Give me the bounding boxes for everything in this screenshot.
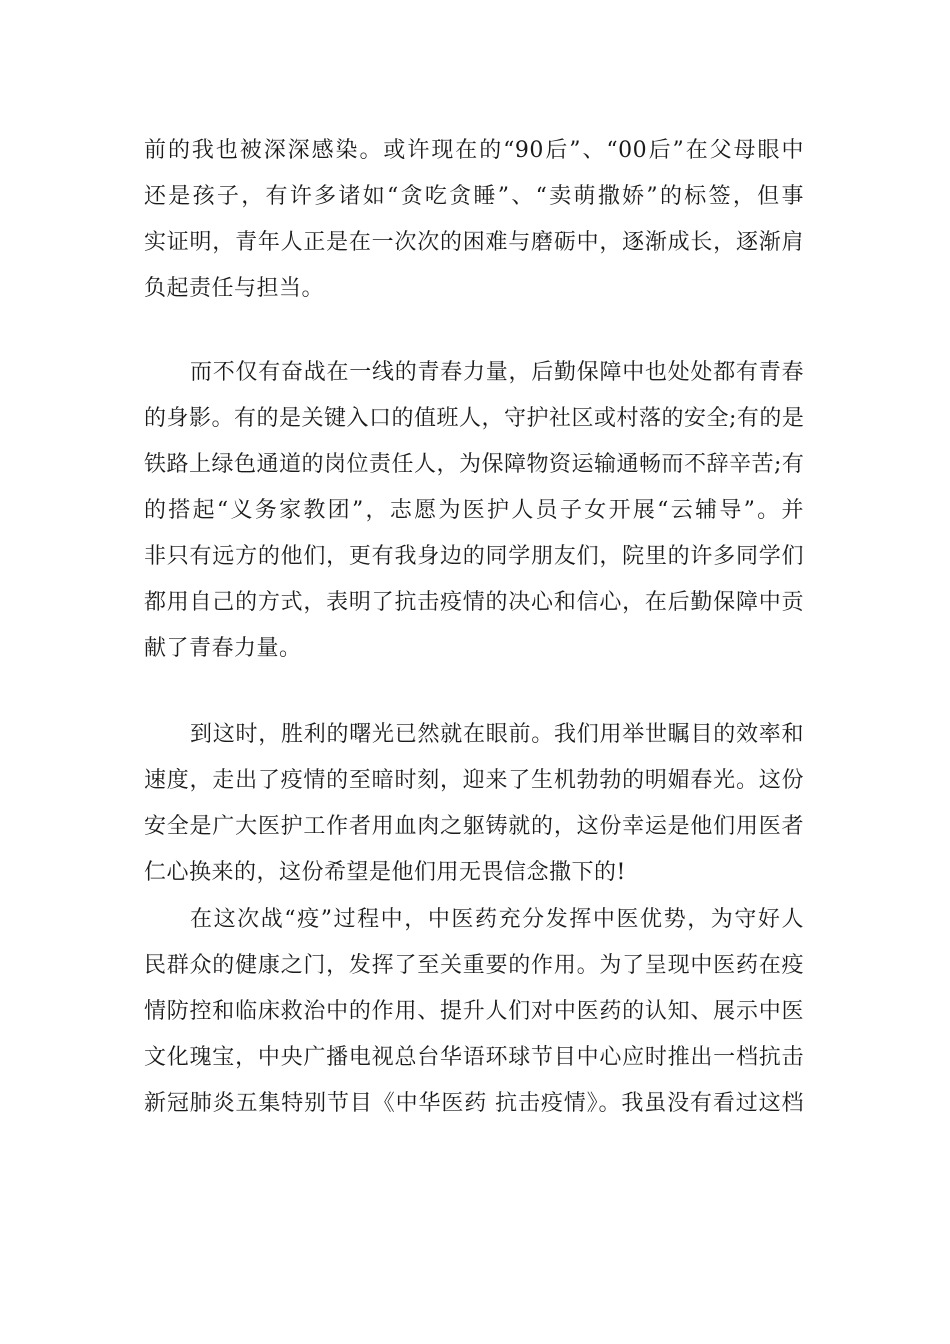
text-line: 非只有远方的他们，更有我身边的同学朋友们，院里的许多同学们 (144, 544, 804, 569)
paragraph-victory-dawn (144, 712, 804, 896)
text-line: 前的我也被深深感染。或许现在的“90后”、“00后”在父母眼中 (144, 138, 804, 163)
text-line: 在这次战“疫”过程中，中医药充分发挥中医优势，为守好人 (190, 907, 804, 932)
text-line: 到这时，胜利的曙光已然就在眼前。我们用举世瞩目的效率和 (190, 722, 804, 747)
text-line: 负起责任与担当。 (144, 276, 325, 301)
text-line: 献了青春力量。 (144, 636, 302, 661)
text-line: 文化瑰宝，中央广播电视总台华语环球节目中心应时推出一档抗击 (144, 1045, 804, 1070)
text-line: 而不仅有奋战在一线的青春力量，后勤保障中也处处都有青春 (190, 360, 804, 385)
text-line: 仁心换来的，这份希望是他们用无畏信念撒下的! (144, 860, 626, 885)
text-line: 的搭起“义务家教团”，志愿为医护人员子女开展“云辅导”。并 (144, 498, 804, 523)
text-line: 都用自己的方式，表明了抗击疫情的决心和信心，在后勤保障中贡 (144, 590, 804, 615)
text-line: 情防控和临床救治中的作用、提升人们对中医药的认知、展示中医 (144, 999, 804, 1024)
paragraph-chinese-medicine (144, 897, 804, 1127)
paragraph-logistics-support (144, 350, 804, 672)
paragraph-youth-growth (144, 128, 804, 312)
text-line: 速度，走出了疫情的至暗时刻，迎来了生机勃勃的明媚春光。这份 (144, 768, 804, 793)
text-line: 铁路上绿色通道的岗位责任人，为保障物资运输通畅而不辞辛苦;有 (144, 452, 805, 477)
text-line: 新冠肺炎五集特别节目《中华医药 抗击疫情》。我虽没有看过这档 (144, 1091, 804, 1116)
text-line: 还是孩子，有许多诸如“贪吃贪睡”、“卖萌撒娇”的标签，但事 (144, 184, 804, 209)
text-line: 实证明，青年人正是在一次次的困难与磨砺中，逐渐成长，逐渐肩 (144, 230, 804, 255)
text-line: 的身影。有的是关键入口的值班人，守护社区或村落的安全;有的是 (144, 406, 805, 431)
text-line: 安全是广大医护工作者用血肉之躯铸就的，这份幸运是他们用医者 (144, 814, 804, 839)
text-line: 民群众的健康之门，发挥了至关重要的作用。为了呈现中医药在疫 (144, 953, 804, 978)
